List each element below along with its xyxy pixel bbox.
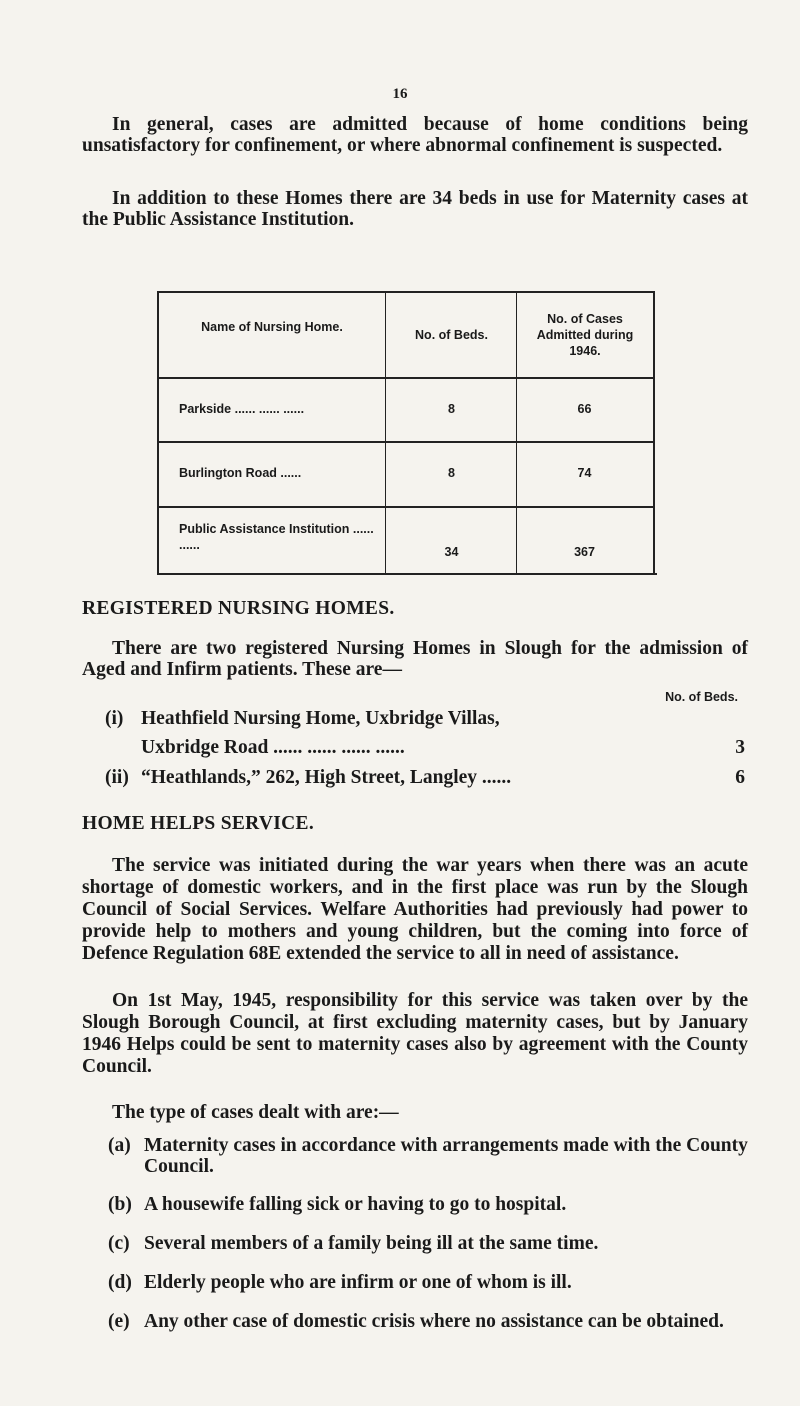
case-type-item (108, 1135, 748, 1177)
home-helps-paragraph-2 (82, 990, 748, 1078)
table-row-cases: 74 (577, 466, 592, 480)
table-row-beds: 34 (444, 545, 459, 559)
home-item-beds: 6 (735, 767, 745, 788)
home-item-line1: Heathfield Nursing Home, Uxbridge Villas, (141, 708, 500, 729)
table-header-name: Name of Nursing Home. (201, 320, 343, 334)
home-helps-heading: HOME HELPS SERVICE. (82, 813, 315, 834)
table-header-cases: No. of Cases Admitted during 1946. (536, 312, 634, 358)
case-type-item (108, 1272, 748, 1293)
case-type-text: Elderly people who are infirm or one of whom is ill. (144, 1272, 572, 1293)
table-row-cases: 367 (574, 545, 595, 559)
intro-paragraph-2-text: In addition to these Homes there are 34 beds in use for Maternity cases at the Public Assistance Institution. (82, 188, 748, 230)
home-item-label: (ii) (105, 767, 129, 788)
table-row-name: Public Assistance Institution ...... ...... (179, 522, 374, 552)
home-item-label: (i) (105, 708, 124, 729)
case-type-text: Any other case of domestic crisis where no assistance can be obtained. (144, 1311, 724, 1332)
table-rule (157, 573, 657, 575)
home-helps-paragraph-1-text: The service was initiated during the war years when there was an acute shortage of domestic workers, and in the first place was run by the Slough Council of Social Services. Welfare Authorities had previously had power to provide help to mothers and young children, but the coming into force of Defence Regulation 68E extended the service to all in need of assistance. (82, 855, 748, 964)
table-rule (159, 441, 653, 443)
case-type-item (108, 1233, 748, 1254)
case-type-label: (b) (108, 1194, 132, 1215)
registered-home-item (105, 708, 745, 758)
intro-paragraph-1 (82, 114, 748, 156)
case-type-label: (a) (108, 1135, 131, 1156)
case-type-item (108, 1194, 748, 1215)
table-rule (159, 377, 653, 379)
case-type-text: Several members of a family being ill at the same time. (144, 1233, 599, 1254)
table-row-beds: 8 (448, 466, 455, 480)
case-type-text: A housewife falling sick or having to go to hospital. (144, 1194, 567, 1215)
case-type-label: (d) (108, 1272, 132, 1293)
case-type-text: Maternity cases in accordance with arrangements made with the County Council. (144, 1135, 748, 1177)
registered-paragraph-text: There are two registered Nursing Homes in Slough for the admission of Aged and Infirm patients. These are— (82, 638, 748, 680)
table-column-rule (516, 291, 517, 575)
home-item-line2: Uxbridge Road ...... ...... ...... ...... (141, 737, 405, 758)
intro-paragraph-2 (82, 188, 748, 230)
home-helps-paragraph-2-text: On 1st May, 1945, responsibility for this service was taken over by the Slough Borough Council, at first excluding maternity cases, but by January 1946 Helps could be sent to maternity cases also by agreement with the County Council. (82, 990, 748, 1077)
table-column-rule (385, 291, 386, 575)
table-header-beds: No. of Beds. (415, 328, 488, 342)
home-item-line1: “Heathlands,” 262, High Street, Langley ...... (141, 767, 512, 788)
table-rule (159, 291, 653, 293)
case-type-item (108, 1311, 748, 1332)
table-row-name: Parkside ...... ...... ...... (179, 402, 305, 416)
nursing-homes-table (157, 291, 655, 575)
registered-nursing-homes-heading: REGISTERED NURSING HOMES. (82, 598, 395, 619)
case-type-label: (c) (108, 1233, 130, 1254)
home-helps-paragraph-1 (82, 855, 748, 965)
registered-paragraph (82, 638, 748, 680)
table-row-name: Burlington Road ...... (179, 466, 302, 480)
page-number: 16 (392, 86, 408, 102)
table-row-beds: 8 (448, 402, 455, 416)
intro-paragraph-1-text: In general, cases are admitted because of home conditions being unsatisfactory for confinement, or where abnormal confinement is suspected. (82, 114, 748, 156)
registered-home-item (105, 767, 745, 789)
case-type-label: (e) (108, 1311, 130, 1332)
home-item-beds: 3 (735, 737, 745, 758)
home-helps-paragraph-3 (82, 1102, 748, 1123)
table-rule (159, 506, 653, 508)
table-row-cases: 66 (577, 402, 592, 416)
beds-column-header: No. of Beds. (665, 690, 738, 704)
home-helps-paragraph-3-text: The type of cases dealt with are:— (112, 1102, 399, 1123)
